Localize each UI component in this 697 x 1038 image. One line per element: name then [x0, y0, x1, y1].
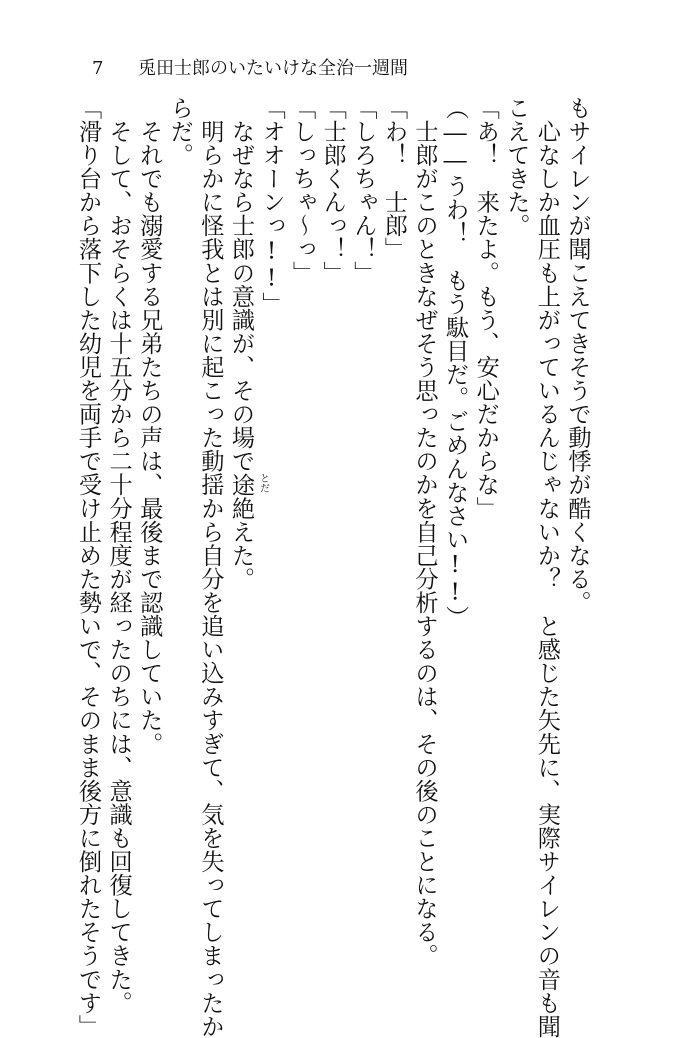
text-line: 明らかに怪我とは別に起こった動揺から自分を追い込みすぎて、気を失ってしまったか	[196, 96, 224, 1038]
text-line: 「しろちゃん！」	[349, 96, 377, 285]
text-line: それでも溺愛する兄弟たちの声は、最後まで認識していた。	[135, 96, 163, 756]
page-number: 7	[92, 58, 104, 79]
text-line: 「滑り台から落下した幼児を両手で受け止めた勢いで、そのまま後方に倒れたそうです」	[74, 96, 102, 1038]
text-line: 「わ！ 士郎」	[380, 96, 408, 261]
text-line: （――うわ！ もう駄目だ。ごめんなさい!!）	[441, 96, 469, 630]
body-text	[60, 96, 592, 1038]
running-title: 兎田士郎のいたいけな全治一週間	[138, 58, 408, 79]
text-line: 心なしか血圧も上がっているんじゃないか？ と感じた矢先に、実際サイレンの音も聞	[533, 96, 561, 1038]
text-line: そして、おそらくは十五分から二十分程度が経ったのちには、意識も回復してきた。	[105, 96, 133, 1015]
text-line: 「士郎くんっ！」	[319, 96, 347, 285]
text-line-with-ruby: なぜなら士郎の意識が、その場で途絶 とだ えた。	[227, 96, 269, 591]
ruby-base: 途絶 とだ	[227, 472, 269, 520]
text-line: もサイレンが聞こえてきそうで動悸が酷くなる。	[564, 96, 591, 615]
ruby-reading: とだ	[257, 472, 269, 494]
text-line: 「あ！ 来たよ。もう、安心だからな」	[472, 96, 500, 520]
text-line: 「オオーンっ!!」	[258, 96, 286, 316]
text-line: 「しっちゃ～っ」	[288, 96, 316, 285]
text-line: 士郎がこのときなぜそう思ったのかを自己分析するのは、その後のことになる。	[411, 96, 439, 968]
text-line: こえてきた。	[502, 96, 530, 238]
text-line: らだ。	[166, 96, 194, 167]
